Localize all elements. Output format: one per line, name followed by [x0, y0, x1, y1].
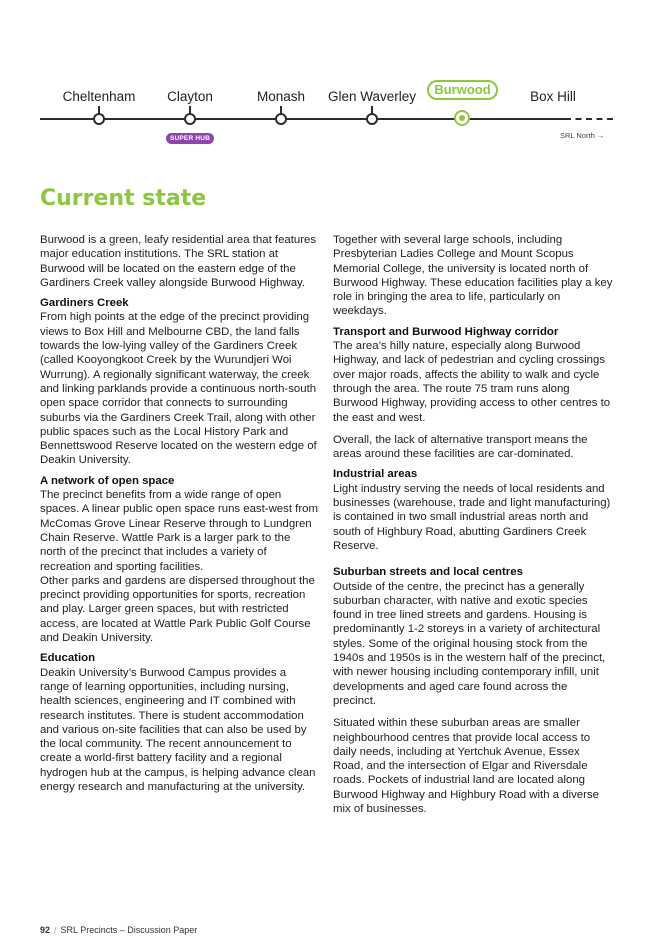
- section-heading: Transport and Burwood Highway corridor: [333, 325, 559, 338]
- page-title: Current state: [40, 186, 207, 211]
- body-paragraph: Outside of the centre, the precinct has a generally suburban character, with native and exotic species found in tree lined streets and gardens. Housing is predominantly 1-2 storeys in a variety of architectural styles. Some of the original housing stock from the 1940s and 1950s is in the western half of the precinct, with newer housing including contemporary infill, unit developments and aged care found across the precinct.: [333, 580, 606, 707]
- intro-paragraph: Burwood is a green, leafy residential area that features major education institutions. The SRL station at Burwood will be located on the eastern edge of the Gardiners Creek valley alongside Burwood Highway.: [40, 234, 317, 289]
- stop-marker-active: [454, 110, 470, 126]
- body-paragraph: Overall, the lack of alternative transport means the areas around these facilities are car-dominated.: [333, 433, 588, 461]
- direction-label: SRL North →: [560, 131, 605, 140]
- section-heading: Gardiners Creek: [40, 297, 129, 310]
- right-column: [333, 233, 613, 816]
- document-title: SRL Precincts – Discussion Paper: [60, 925, 198, 935]
- body-paragraph: Situated within these suburban areas are smaller neighbourhood centres that provide local access to daily needs, including at Yertchuk Avenue, Essex Road, and the intersection of Elgar and Riversdale roads. Pockets of industrial land are located along Burwood Highway and Highbury Road with a diverse mix of businesses.: [333, 717, 599, 815]
- body-paragraph: From high points at the edge of the precinct providing views to Box Hill and Melbourne CBD, the land falls towards the low-lying valley of the Gardiners Creek (called Kooyongkoot Creek by the Wurundjeri Woi Wurrung). A regionally significant waterway, the creek and linking parklands provide a continuous north-south open space corridor that connects to surrounding suburbs via the Gardiners Creek Trail, along with other public spaces such as the Local History Park and Bennettswood Reserve located on the western edge of Deakin University.: [40, 311, 317, 467]
- stop-marker: [366, 113, 378, 125]
- body-paragraph: Other parks and gardens are dispersed throughout the precinct providing opportunities for sports, recreation and play. Larger green spaces, but with restricted access, are located at Wattle Park Public Golf Course and Deakin University.: [40, 574, 315, 645]
- srl-line-diagram: [0, 0, 652, 160]
- stop-marker: [93, 113, 105, 125]
- page-footer: [40, 925, 197, 935]
- section-heading: Suburban streets and local centres: [333, 566, 523, 579]
- body-paragraph: Light industry serving the needs of local residents and businesses (warehouse, trade and light manufacturing) is contained in two small industrial areas north and south of Highbury Road, abutting Gardiners Creek Reserve.: [333, 482, 611, 552]
- stop-marker: [275, 113, 287, 125]
- body-paragraph: Together with several large schools, including Presbyterian Ladies College and Mount Scopus Memorial College, the university is located north of Burwood Highway. These education facilities play a key role in bringing the area to life, particularly on weekdays.: [333, 234, 613, 318]
- footer-separator: /: [54, 925, 57, 935]
- station-clayton: Clayton: [167, 89, 213, 104]
- station-glen-waverley: Glen Waverley: [327, 89, 417, 104]
- left-column: [40, 233, 318, 794]
- section-heading: A network of open space: [40, 474, 175, 487]
- station-burwood-highlight: Burwood: [427, 80, 498, 100]
- super-hub-badge: SUPER HUB: [166, 133, 214, 144]
- station-monash: Monash: [256, 89, 306, 104]
- line-track-extension: [565, 118, 613, 120]
- section-heading: Education: [40, 652, 96, 665]
- line-track: [40, 118, 565, 120]
- station-cheltenham: Cheltenham: [62, 89, 136, 104]
- stop-marker: [184, 113, 196, 125]
- body-paragraph: Deakin University’s Burwood Campus provides a range of learning opportunities, including nursing, health sciences, engineering and IT combined with research institutes. There is student accommodation and various on-site facilities that can also be used by the local community. The recent announcement to create a world-first battery facility and a regional hydrogen hub at the campus, is helping advance clean energy research and manufacturing at the university.: [40, 666, 316, 793]
- station-box-hill: Box Hill: [530, 89, 576, 104]
- body-paragraph: The area’s hilly nature, especially along Burwood Highway, and lack of pedestrian and cycling crossings over major roads, affects the ability to walk and cycle through the area. The route 75 tram runs along Burwood Highway, providing access to other centres to the east and west.: [333, 340, 611, 424]
- body-paragraph: The precinct benefits from a wide range of open spaces. A linear public open space runs east-west from McComas Grove Linear Reserve through to Lundgren Chain Reserve. Wattle Park is a larger park to the north of the precinct that includes a variety of recreation and sporting facilities.: [40, 489, 318, 573]
- section-heading: Industrial areas: [333, 468, 418, 481]
- page-number: 92: [40, 925, 51, 935]
